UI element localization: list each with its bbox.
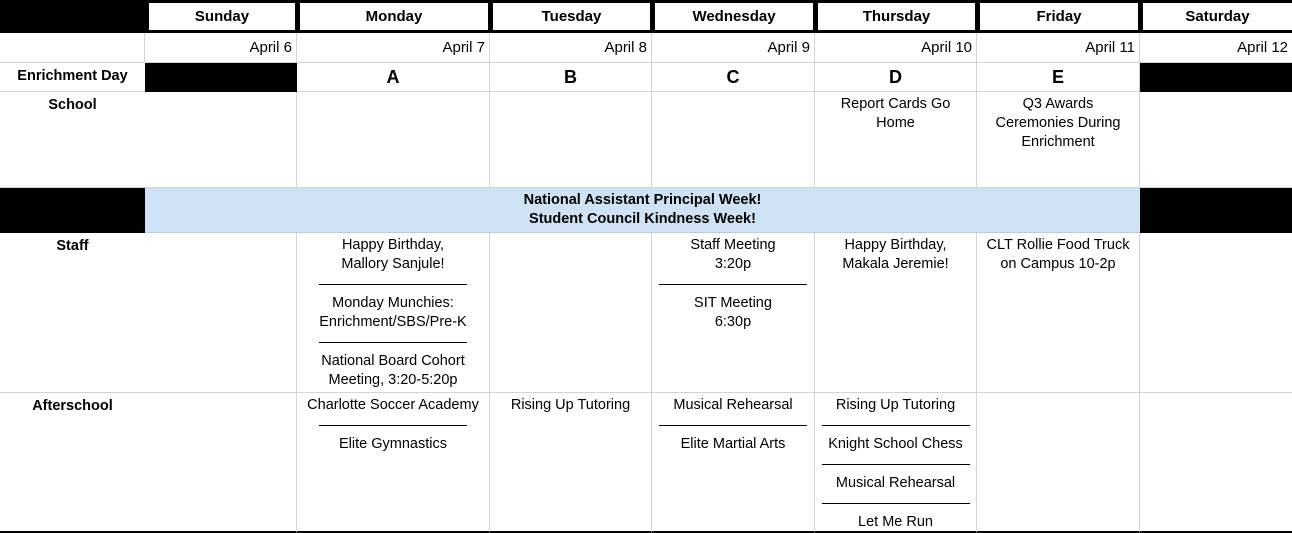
event-line: Happy Birthday, <box>844 237 947 253</box>
day-header-thursday: Thursday <box>815 0 977 33</box>
school-monday <box>297 92 490 188</box>
banner-line-1: National Assistant Principal Week! <box>523 192 762 208</box>
staff-wednesday <box>652 233 815 393</box>
date-monday: April 7 <box>297 33 490 63</box>
date-tuesday: April 8 <box>490 33 652 63</box>
event-divider <box>822 503 970 504</box>
school-event-line: Q3 Awards <box>1022 96 1094 112</box>
school-thursday <box>815 92 977 188</box>
afterschool-event: Rising Up Tutoring <box>510 397 631 413</box>
school-event-line: Enrichment <box>1021 134 1095 150</box>
event-divider <box>319 284 467 285</box>
staff-event <box>652 236 814 274</box>
banner-left-block <box>0 188 145 233</box>
staff-saturday <box>1140 233 1292 393</box>
row-label-enrichment: Enrichment Day <box>0 63 145 92</box>
row-label-afterschool: Afterschool <box>0 393 145 533</box>
afterschool-event: Rising Up Tutoring <box>835 397 956 413</box>
afterschool-wednesday <box>652 393 815 533</box>
event-line: on Campus 10-2p <box>1000 256 1116 272</box>
staff-thursday <box>815 233 977 393</box>
school-friday <box>977 92 1140 188</box>
event-divider <box>319 342 467 343</box>
afterschool-tuesday <box>490 393 652 533</box>
afterschool-friday <box>977 393 1140 533</box>
banner-right-block <box>1140 188 1292 233</box>
afterschool-monday <box>297 393 490 533</box>
event-divider <box>659 425 807 426</box>
event-line: Enrichment/SBS/Pre-K <box>319 314 467 330</box>
afterschool-thursday <box>815 393 977 533</box>
school-event-line: Ceremonies During <box>995 115 1121 131</box>
staff-sunday <box>145 233 297 393</box>
staff-friday <box>977 233 1140 393</box>
staff-event <box>297 294 489 332</box>
event-divider <box>319 425 467 426</box>
staff-tuesday <box>490 233 652 393</box>
date-wednesday: April 9 <box>652 33 815 63</box>
enrichment-sunday-blocked <box>145 63 297 92</box>
header-corner <box>0 0 145 33</box>
staff-event <box>297 236 489 274</box>
date-friday: April 11 <box>977 33 1140 63</box>
event-divider <box>822 464 970 465</box>
afterschool-sunday <box>145 393 297 533</box>
day-header-sunday: Sunday <box>145 0 297 33</box>
event-line: Makala Jeremie! <box>842 256 949 272</box>
date-corner <box>0 33 145 63</box>
school-wednesday <box>652 92 815 188</box>
date-sunday: April 6 <box>145 33 297 63</box>
afterschool-event: Charlotte Soccer Academy <box>307 397 479 413</box>
event-divider <box>822 425 970 426</box>
event-line: National Board Cohort <box>321 353 465 369</box>
banner-line-2: Student Council Kindness Week! <box>529 211 756 227</box>
enrichment-monday: A <box>297 63 490 92</box>
afterschool-event: Musical Rehearsal <box>673 397 793 413</box>
event-line: Staff Meeting <box>690 237 776 253</box>
row-label-school: School <box>0 92 145 188</box>
week-banner <box>145 188 1140 233</box>
enrichment-wednesday: C <box>652 63 815 92</box>
school-sunday <box>145 92 297 188</box>
school-event-line: Home <box>876 115 915 131</box>
event-divider <box>659 284 807 285</box>
day-header-wednesday: Wednesday <box>652 0 815 33</box>
day-header-monday: Monday <box>297 0 490 33</box>
staff-event <box>297 352 489 390</box>
enrichment-saturday-blocked <box>1140 63 1292 92</box>
afterschool-event: Elite Martial Arts <box>680 436 786 452</box>
afterschool-event: Elite Gymnastics <box>339 436 447 452</box>
day-header-tuesday: Tuesday <box>490 0 652 33</box>
event-line: Meeting, 3:20-5:20p <box>328 372 458 388</box>
event-line: 6:30p <box>714 314 752 330</box>
day-header-saturday: Saturday <box>1140 0 1292 33</box>
enrichment-thursday: D <box>815 63 977 92</box>
staff-event <box>815 236 976 274</box>
date-saturday: April 12 <box>1140 33 1292 63</box>
event-line: SIT Meeting <box>694 295 772 311</box>
staff-event <box>977 236 1139 274</box>
event-line: CLT Rollie Food Truck <box>986 237 1130 253</box>
afterschool-saturday <box>1140 393 1292 533</box>
event-line: Happy Birthday, <box>341 237 445 253</box>
school-tuesday <box>490 92 652 188</box>
afterschool-event: Knight School Chess <box>828 436 963 452</box>
day-header-friday: Friday <box>977 0 1140 33</box>
enrichment-friday: E <box>977 63 1140 92</box>
afterschool-event: Musical Rehearsal <box>835 475 956 491</box>
date-thursday: April 10 <box>815 33 977 63</box>
event-line: Mallory Sanjule! <box>341 256 445 272</box>
school-saturday <box>1140 92 1292 188</box>
school-event-line: Report Cards Go <box>840 96 951 112</box>
event-line: 3:20p <box>714 256 752 272</box>
staff-monday <box>297 233 490 393</box>
event-line: Monday Munchies: <box>332 295 454 311</box>
enrichment-tuesday: B <box>490 63 652 92</box>
row-label-staff: Staff <box>0 233 145 393</box>
afterschool-event: Let Me Run <box>858 514 933 530</box>
staff-event <box>652 294 814 332</box>
